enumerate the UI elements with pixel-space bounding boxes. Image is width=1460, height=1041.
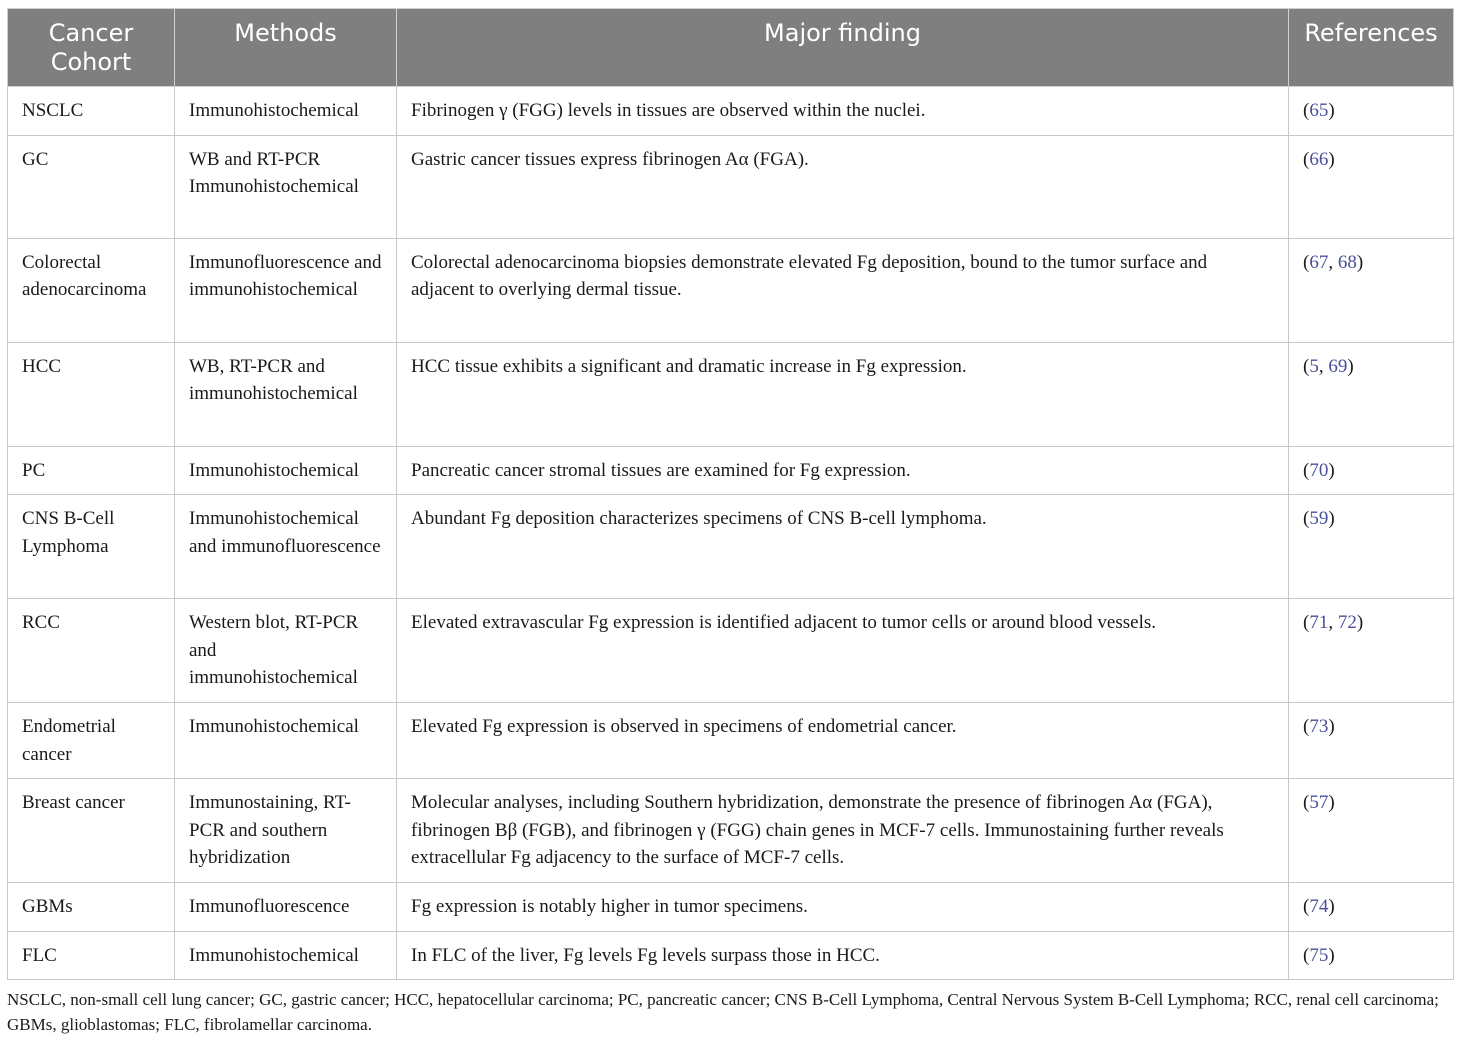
- cancer-cohort-cell: Breast cancer: [8, 779, 175, 883]
- reference-link[interactable]: 73: [1309, 716, 1329, 737]
- references-cell: (75): [1289, 931, 1454, 980]
- cancer-cohort-cell: Endometrial cancer: [8, 703, 175, 779]
- methods-cell: WB and RT-PCR Immunohistochemical: [175, 135, 397, 238]
- reference-link[interactable]: 67: [1309, 251, 1329, 273]
- major-finding-cell: Fg expression is notably higher in tumor specimens.: [397, 883, 1289, 932]
- table-row: [8, 238, 1454, 342]
- table-row: [8, 779, 1454, 883]
- major-finding-cell: Molecular analyses, including Southern hybridization, demonstrate the presence of fibrinogen Aα (FGA), fibrinogen Bβ (FGB), and fibrinogen γ (FGG) chain genes in MCF-7 cells. Immunostaining further reveals extracellular Fg adjacency to the surface of MCF-7 cells.: [397, 779, 1289, 883]
- table-row: [8, 342, 1454, 446]
- methods-cell: Immunostaining, RT-PCR and southern hybridization: [175, 779, 397, 883]
- methods-cell: WB, RT-PCR and immunohistochemical: [175, 342, 397, 446]
- references-cell: (74): [1289, 883, 1454, 932]
- methods-cell: Immunohistochemical: [175, 446, 397, 495]
- header-references: References: [1289, 9, 1454, 87]
- reference-link[interactable]: 5: [1309, 355, 1319, 377]
- table-row: [8, 495, 1454, 599]
- cancer-cohort-cell: FLC: [8, 931, 175, 980]
- table-row: [8, 87, 1454, 136]
- header-cancer-cohort: Cancer Cohort: [8, 9, 175, 87]
- reference-link[interactable]: 75: [1309, 944, 1329, 966]
- references-cell: (67, 68): [1289, 238, 1454, 342]
- reference-link[interactable]: 65: [1309, 100, 1329, 121]
- major-finding-cell: Fibrinogen γ (FGG) levels in tissues are observed within the nuclei.: [397, 87, 1289, 136]
- reference-link[interactable]: 68: [1337, 251, 1357, 273]
- reference-link[interactable]: 57: [1309, 792, 1329, 813]
- references-cell: (66): [1289, 135, 1454, 238]
- references-cell: (73): [1289, 703, 1454, 779]
- table-row: [8, 703, 1454, 779]
- table-row: [8, 931, 1454, 980]
- header-major-finding: Major finding: [397, 9, 1289, 87]
- methods-cell: Western blot, RT-PCR and immunohistochemical: [175, 599, 397, 703]
- cancer-cohort-cell: CNS B-Cell Lymphoma: [8, 495, 175, 599]
- major-finding-cell: Colorectal adenocarcinoma biopsies demonstrate elevated Fg deposition, bound to the tumor surface and adjacent to overlying dermal tissue.: [397, 238, 1289, 342]
- table-row: [8, 446, 1454, 495]
- major-finding-cell: Gastric cancer tissues express fibrinogen Aα (FGA).: [397, 135, 1289, 238]
- cancer-cohort-cell: PC: [8, 446, 175, 495]
- table-footnote: NSCLC, non-small cell lung cancer; GC, gastric cancer; HCC, hepatocellular carcinoma; PC, pancreatic cancer; CNS B-Cell Lymphoma, Central Nervous System B-Cell Lymphoma; RCC, renal cell carcinoma; GBMs, glioblastomas; FLC, fibrolamellar carcinoma.: [7, 990, 1439, 1034]
- major-finding-cell: Elevated extravascular Fg expression is identified adjacent to tumor cells or around blood vessels.: [397, 599, 1289, 703]
- major-finding-cell: In FLC of the liver, Fg levels Fg levels surpass those in HCC.: [397, 931, 1289, 980]
- cancer-cohort-cell: GBMs: [8, 883, 175, 932]
- references-cell: (59): [1289, 495, 1454, 599]
- methods-cell: Immunohistochemical and immunofluorescence: [175, 495, 397, 599]
- methods-cell: Immunofluorescence: [175, 883, 397, 932]
- findings-table: [7, 8, 1454, 980]
- header-methods: Methods: [175, 9, 397, 87]
- table-row: [8, 883, 1454, 932]
- major-finding-cell: Elevated Fg expression is observed in specimens of endometrial cancer.: [397, 703, 1289, 779]
- table-row: [8, 599, 1454, 703]
- reference-link[interactable]: 70: [1309, 459, 1329, 481]
- major-finding-cell: HCC tissue exhibits a significant and dramatic increase in Fg expression.: [397, 342, 1289, 446]
- reference-link[interactable]: 74: [1309, 896, 1329, 917]
- reference-link[interactable]: 66: [1309, 148, 1329, 170]
- references-cell: (5, 69): [1289, 342, 1454, 446]
- cancer-cohort-cell: NSCLC: [8, 87, 175, 136]
- major-finding-cell: Pancreatic cancer stromal tissues are examined for Fg expression.: [397, 446, 1289, 495]
- reference-link[interactable]: 71: [1309, 612, 1329, 633]
- methods-cell: Immunohistochemical: [175, 931, 397, 980]
- major-finding-cell: Abundant Fg deposition characterizes specimens of CNS B-cell lymphoma.: [397, 495, 1289, 599]
- cancer-cohort-cell: HCC: [8, 342, 175, 446]
- cancer-cohort-cell: RCC: [8, 599, 175, 703]
- references-cell: (57): [1289, 779, 1454, 883]
- cancer-cohort-cell: Colorectal adenocarcinoma: [8, 238, 175, 342]
- reference-link[interactable]: 69: [1328, 355, 1348, 377]
- methods-cell: Immunohistochemical: [175, 87, 397, 136]
- references-cell: (71, 72): [1289, 599, 1454, 703]
- reference-link[interactable]: 72: [1337, 612, 1357, 633]
- reference-link[interactable]: 59: [1309, 508, 1329, 529]
- table-body: [8, 87, 1454, 980]
- references-cell: (70): [1289, 446, 1454, 495]
- references-cell: (65): [1289, 87, 1454, 136]
- methods-cell: Immunohistochemical: [175, 703, 397, 779]
- methods-cell: Immunofluorescence and immunohistochemical: [175, 238, 397, 342]
- cancer-cohort-cell: GC: [8, 135, 175, 238]
- table-row: [8, 135, 1454, 238]
- header-row: [8, 9, 1454, 87]
